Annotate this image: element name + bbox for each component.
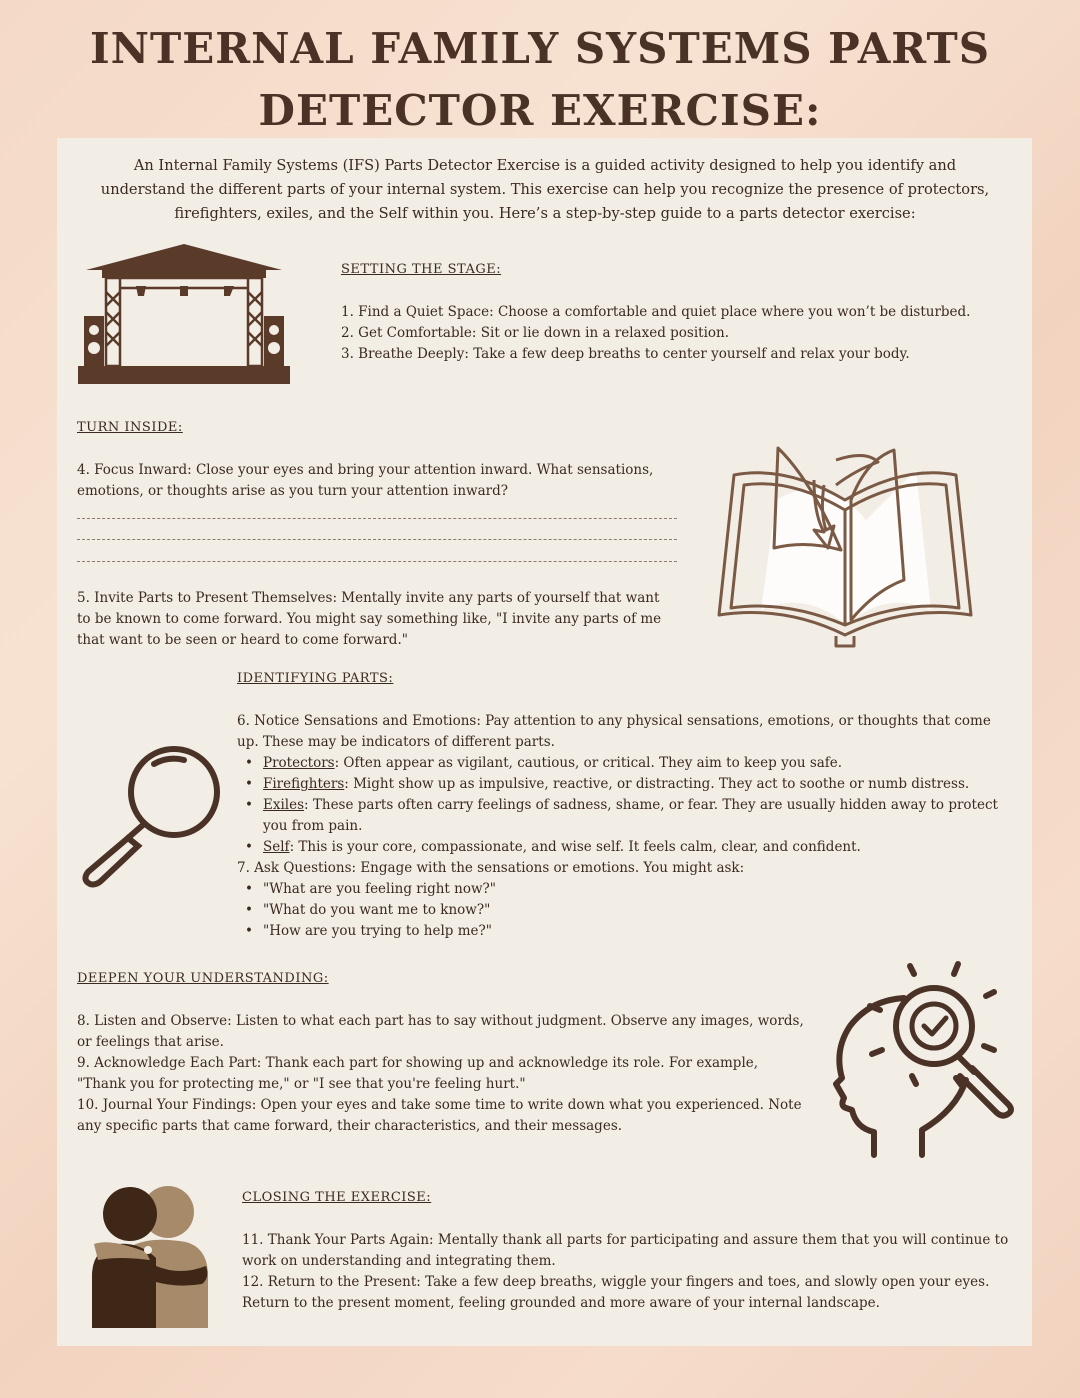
page-title: [0, 18, 1080, 142]
setting-stage-heading: SETTING THE STAGE:: [341, 262, 502, 277]
title-line-1: INTERNAL FAMILY SYSTEMS PARTS: [89, 24, 991, 73]
deepen-heading: DEEPEN YOUR UNDERSTANDING:: [77, 971, 329, 986]
title-line-2: DETECTOR EXERCISE:: [258, 86, 822, 135]
step-2: 2. Get Comfortable: Sit or lie down in a relaxed position.: [341, 325, 729, 341]
deepen-body: [77, 1011, 807, 1137]
answer-line-3[interactable]: [77, 561, 677, 562]
step-1: 1. Find a Quiet Space: Choose a comfortable and quiet place where you won’t be disturbed.: [341, 304, 971, 320]
step-4: 4. Focus Inward: Close your eyes and bring your attention inward. What sensations, emotions, or thoughts arise as you turn your attention inward?: [77, 462, 654, 499]
step-6: 6. Notice Sensations and Emotions: Pay attention to any physical sensations, emotions, or thoughts that come up. These may be indicators of different parts.: [237, 713, 991, 750]
intro-paragraph: An Internal Family Systems (IFS) Parts Detector Exercise is a guided activity designed to help you identify and understand the different parts of your internal system. This exercise can help you recognize the presence of protectors, firefighters, exiles, and the Self within you. Here’s a step-by-step guide to a parts detector exercise:: [100, 157, 990, 222]
identifying-parts-body: [237, 711, 1007, 942]
closing-body: [242, 1230, 1037, 1314]
stage-icon: [76, 242, 292, 387]
step-5: 5. Invite Parts to Present Themselves: Mentally invite any parts of yourself that want to be known to come forward. You might say something like, "I invite any parts of me that want to be seen or heard to come forward.": [77, 590, 662, 648]
step-7: 7. Ask Questions: Engage with the sensations or emotions. You might ask:: [237, 860, 745, 876]
self-term: Self: [263, 839, 290, 855]
hug-icon: [90, 1186, 212, 1328]
list-item: • "What do you want me to know?": [263, 900, 1007, 921]
list-item: • Firefighters: Might show up as impulsive, reactive, or distracting. They act to soothe or numb distress.: [263, 774, 1007, 795]
answer-line-1[interactable]: [77, 518, 677, 519]
step-11: 11. Thank Your Parts Again: Mentally thank all parts for participating and assure them that you will continue to work on understanding and integrating them.: [242, 1232, 1009, 1269]
step-10: 10. Journal Your Findings: Open your eyes and take some time to write down what you experienced. Note any specific parts that came forward, their characteristics, and their messages.: [77, 1097, 802, 1134]
parts-list: [237, 753, 1007, 858]
firefighters-term: Firefighters: [263, 776, 345, 792]
setting-stage-steps: [341, 302, 1021, 365]
list-item: • "What are you feeling right now?": [263, 879, 1007, 900]
step-8: 8. Listen and Observe: Listen to what each part has to say without judgment. Observe any images, words, or feelings that arise.: [77, 1013, 804, 1050]
identifying-parts-heading: IDENTIFYING PARTS:: [237, 671, 394, 686]
open-book-icon: [716, 440, 974, 650]
turn-inside-heading: TURN INSIDE:: [77, 420, 183, 435]
head-search-check-icon: [826, 960, 1026, 1160]
step-3: 3. Breathe Deeply: Take a few deep breaths to center yourself and relax your body.: [341, 346, 910, 362]
step-12: 12. Return to the Present: Take a few deep breaths, wiggle your fingers and toes, and slowly open your eyes. Return to the present moment, feeling grounded and more aware of your internal landscape.: [242, 1274, 990, 1311]
protectors-term: Protectors: [263, 755, 335, 771]
closing-heading: CLOSING THE EXERCISE:: [242, 1190, 432, 1205]
list-item: • Self: This is your core, compassionate, and wise self. It feels calm, clear, and confident.: [263, 837, 1007, 858]
list-item: • Protectors: Often appear as vigilant, cautious, or critical. They aim to keep you safe.: [263, 753, 1007, 774]
questions-list: [237, 879, 1007, 942]
magnifying-glass-icon: [78, 742, 224, 888]
list-item: • "How are you trying to help me?": [263, 921, 1007, 942]
answer-line-2[interactable]: [77, 539, 677, 540]
exiles-term: Exiles: [263, 797, 305, 813]
list-item: • Exiles: These parts often carry feelings of sadness, shame, or fear. They are usually hidden away to protect you from pain.: [263, 795, 1007, 837]
step-9: 9. Acknowledge Each Part: Thank each part for showing up and acknowledge its role. For example, "Thank you for protecting me," or "I see that you're feeling hurt.": [77, 1055, 759, 1092]
